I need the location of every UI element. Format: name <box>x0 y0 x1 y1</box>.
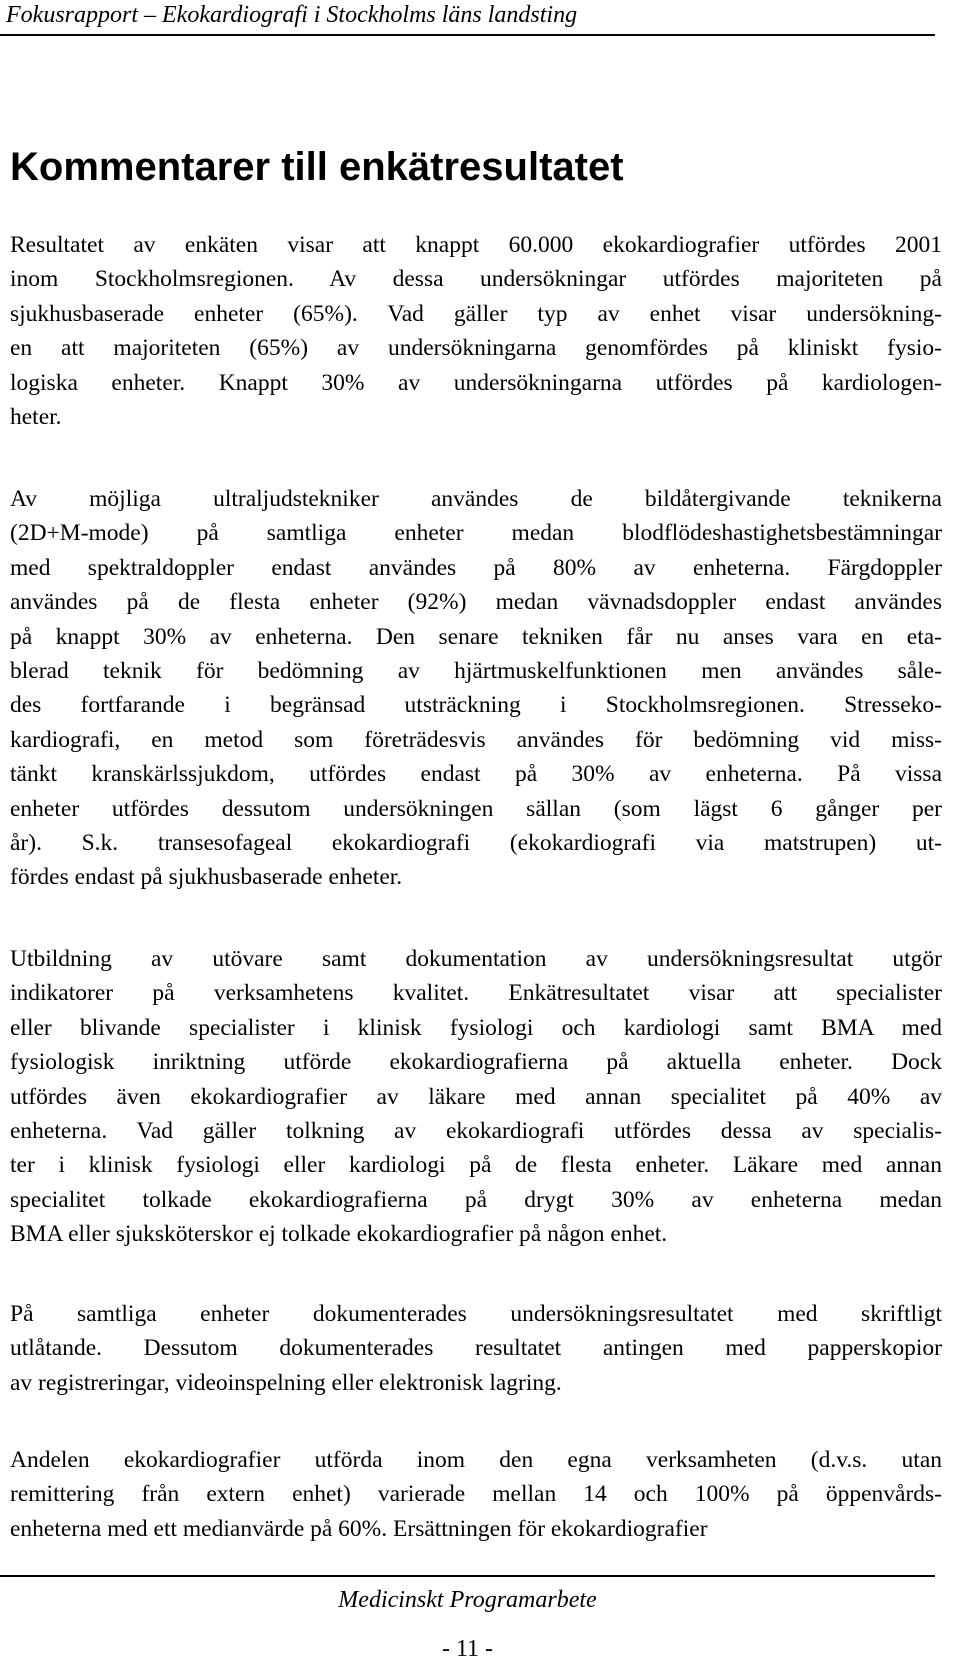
paragraph-4 <box>10 1297 942 1400</box>
header-title: Fokusrapport – Ekokardiografi i Stockholms läns landsting <box>6 2 578 28</box>
paragraph-line: kardiografi, en metod som företrädesvis användes för bedömning vid miss- <box>10 726 942 753</box>
paragraph-line: remittering från extern enhet) varierade mellan 14 och 100% på öppenvårds- <box>10 1481 942 1508</box>
paragraph-line: specialitet tolkade ekokardiografierna på drygt 30% av enheterna medan <box>10 1186 942 1213</box>
paragraph-line: blerad teknik för bedömning av hjärtmuskelfunktionen men användes såle- <box>10 658 942 685</box>
paragraph-1 <box>10 228 942 434</box>
paragraph-line: på knappt 30% av enheterna. Den senare tekniken får nu anses vara en eta- <box>10 623 942 650</box>
paragraph-line: inom Stockholmsregionen. Av dessa undersökningar utfördes majoriteten på <box>10 266 942 293</box>
paragraph-line: enheterna med ett medianvärde på 60%. Ersättningen för ekokardiografier <box>10 1515 708 1542</box>
paragraph-line: fördes endast på sjukhusbaserade enheter. <box>10 864 403 891</box>
paragraph-line: utlåtande. Dessutom dokumenterades resultatet antingen med papperskopior <box>10 1335 942 1362</box>
paragraph-line: På samtliga enheter dokumenterades undersökningsresultatet med skriftligt <box>10 1301 942 1327</box>
paragraph-line: enheter utfördes dessutom undersökningen sällan (som lägst 6 gånger per <box>10 795 942 822</box>
paragraph-line: Utbildning av utövare samt dokumentation av undersökningsresultat utgör <box>10 946 942 972</box>
paragraph-2 <box>10 482 942 895</box>
paragraph-line: utfördes även ekokardiografier av läkare med annan specialitet på 40% av <box>10 1083 942 1110</box>
paragraph-line: heter. <box>10 404 62 431</box>
paragraph-line: logiska enheter. Knappt 30% av undersökningarna utfördes på kardiologen- <box>10 369 942 396</box>
paragraph-line: Resultatet av enkäten visar att knappt 60.000 ekokardiografier utfördes 2001 <box>10 232 942 258</box>
section-title: Kommentarer till enkätresultatet <box>10 145 624 189</box>
footer-divider <box>0 1575 935 1577</box>
paragraph-3 <box>10 942 942 1252</box>
paragraph-line: indikatorer på verksamhetens kvalitet. Enkätresultatet visar att specialister <box>10 980 942 1007</box>
paragraph-line: år). S.k. transesofageal ekokardiografi (ekokardiografi via matstrupen) ut- <box>10 830 942 857</box>
paragraph-line: eller blivande specialister i klinisk fysiologi och kardiologi samt BMA med <box>10 1014 942 1041</box>
paragraph-line: en att majoriteten (65%) av undersökningarna genomfördes på kliniskt fysio- <box>10 335 942 362</box>
paragraph-line: tänkt kranskärlssjukdom, utfördes endast på 30% av enheterna. På vissa <box>10 761 942 788</box>
paragraph-line: enheterna. Vad gäller tolkning av ekokardiografi utfördes dessa av specialis- <box>10 1118 942 1145</box>
paragraph-line: användes på de flesta enheter (92%) medan vävnadsdoppler endast användes <box>10 589 942 616</box>
paragraph-line: Andelen ekokardiografier utförda inom den egna verksamheten (d.v.s. utan <box>10 1447 942 1473</box>
paragraph-line: av registreringar, videoinspelning eller elektronisk lagring. <box>10 1369 562 1396</box>
paragraph-line: med spektraldoppler endast användes på 80% av enheterna. Färgdoppler <box>10 554 942 581</box>
paragraph-line: (2D+M-mode) på samtliga enheter medan blodflödeshastighetsbestämningar <box>10 520 942 547</box>
page-number: - 11 - <box>441 1636 494 1662</box>
paragraph-line: des fortfarande i begränsad utsträckning i Stockholmsregionen. Stresseko- <box>10 692 942 719</box>
footer-title: Medicinskt Programarbete <box>338 1587 597 1613</box>
running-header <box>0 0 935 36</box>
paragraph-line: Av möjliga ultraljudstekniker användes de bildåtergivande teknikerna <box>10 486 942 512</box>
paragraph-5 <box>10 1443 942 1546</box>
paragraph-line: ter i klinisk fysiologi eller kardiologi på de flesta enheter. Läkare med annan <box>10 1152 942 1179</box>
paragraph-line: fysiologisk inriktning utförde ekokardiografierna på aktuella enheter. Dock <box>10 1049 942 1076</box>
paragraph-line: BMA eller sjuksköterskor ej tolkade ekokardiografier på någon enhet. <box>10 1221 668 1248</box>
paragraph-line: sjukhusbaserade enheter (65%). Vad gäller typ av enhet visar undersökning- <box>10 300 942 327</box>
